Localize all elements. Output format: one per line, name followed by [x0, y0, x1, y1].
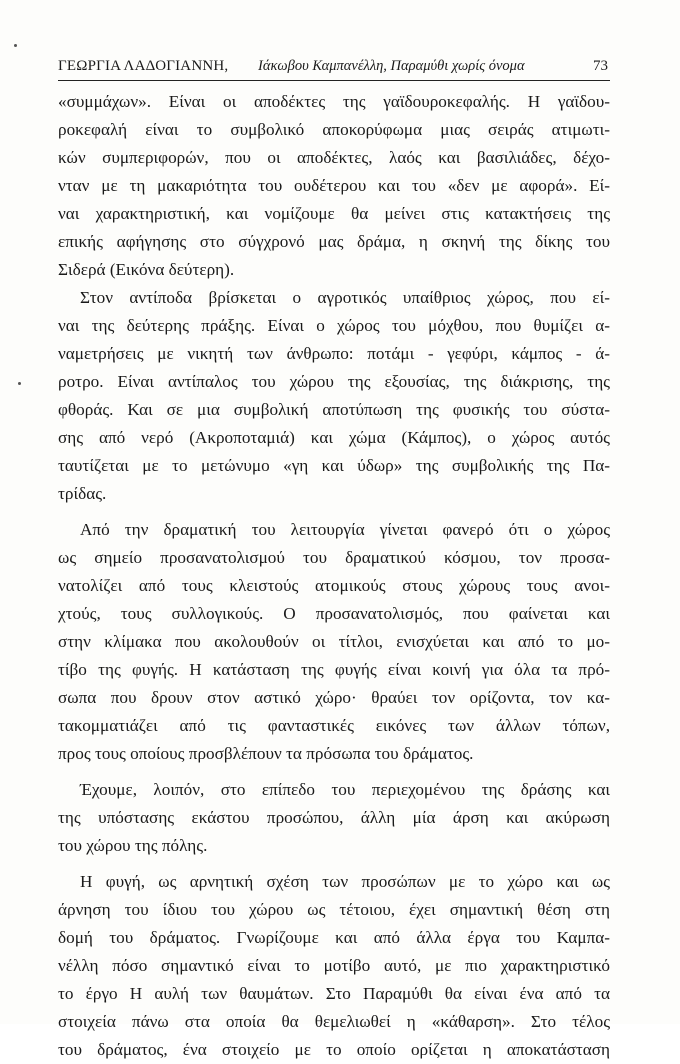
- text-line: Η φυγή, ως αρνητική σχέση των προσώπων με το χώρο και ως: [80, 872, 610, 891]
- text-line: σωπα που δρουν στον αστικό χώρο· θραύει τον ορίζοντα, τον κα-: [58, 688, 610, 707]
- text-line: ναμετρήσεις με νικητή των άνθρωπο: ποτάμι - γεφύρι, κάμπος - ά-: [58, 344, 610, 363]
- text-line: τίβο της φυγής. Η κατάσταση της φυγής είναι κοινή για όλα τα πρό-: [58, 660, 610, 679]
- header-running-title: Ιάκωβου Καμπανέλλη, Παραμύθι χωρίς όνομα: [258, 58, 525, 74]
- paragraph-gap: [58, 768, 610, 776]
- text-line: ροτρο. Είναι αντίπαλος του χώρου της εξουσίας, της διάκρισης, της: [58, 372, 610, 391]
- text-line: φθοράς. Και σε μια συμβολική αποτύπωση της φυσικής του σύστα-: [58, 400, 610, 419]
- text-line: ροκεφαλή είναι το συμβολικό αποκορύφωμα μιας σειράς ατιμωτι-: [58, 120, 610, 139]
- text-line: το έργο Η αυλή των θαυμάτων. Στο Παραμύθι θα είναι ένα από τα: [58, 984, 610, 1003]
- text-line: στοιχεία πάνω στα οποία θα θεμελιωθεί η «κάθαρση». Στο τέλος: [58, 1012, 610, 1031]
- text-line: ταυτίζεται με το μετώνυμο «γη και ύδωρ» της συμβολικής της Πα-: [58, 456, 610, 475]
- text-line: δομή του δράματος. Γνωρίζουμε και από άλλα έργα του Καμπα-: [58, 928, 610, 947]
- text-line: στην κλίμακα που ακολουθούν οι τίτλοι, ενισχύεται και από το μο-: [58, 632, 610, 651]
- paragraph-gap: [58, 860, 610, 868]
- scan-speck: [18, 382, 21, 385]
- text-line: τακομματιάζει από τις φανταστικές εικόνες των άλλων τόπων,: [58, 716, 610, 735]
- scan-speck: [14, 44, 17, 47]
- paragraph: [58, 868, 610, 1064]
- text-line: ναι της δεύτερης πράξης. Είναι ο χώρος του μόχθου, που θυμίζει α-: [58, 316, 610, 335]
- paragraph: [58, 284, 610, 508]
- text-line: ως σημείο προσανατολισμού του δραματικού κόσμου, τον προσα-: [58, 548, 610, 567]
- paragraph-gap: [58, 508, 610, 516]
- text-line: σης από νερό (Ακροποταμιά) και χώμα (Κάμπος), ο χώρος αυτός: [58, 428, 610, 447]
- text-line: Από την δραματική του λειτουργία γίνεται φανερό ότι ο χώρος: [80, 520, 610, 539]
- text-line: προς τους οποίους προσβλέπουν τα πρόσωπα του δράματος.: [58, 744, 474, 763]
- text-line: χτούς, τους συλλογικούς. Ο προσανατολισμός, που φαίνεται και: [58, 604, 610, 623]
- text-line: «συμμάχων». Είναι οι αποδέκτες της γαϊδουροκεφαλής. Η γαϊδου-: [58, 92, 610, 111]
- text-line: νέλλη πόσο σημαντικό είναι το μοτίβο αυτό, με πιο χαρακτηριστικό: [58, 956, 610, 975]
- text-line: του χώρου της πόλης.: [58, 836, 208, 855]
- text-line: νταν με τη μακαριότητα του ουδέτερου και του «δεν με αφορά». Εί-: [58, 176, 610, 195]
- text-line: του δράματος, ένα στοιχείο με το οποίο ορίζεται η αποκατάσταση: [58, 1040, 610, 1059]
- text-line: νατολίζει από τους κλειστούς ατομικούς στους χώρους τους ανοι-: [58, 576, 610, 595]
- text-line: κών συμπεριφορών, που οι αποδέκτες, λαός και βασιλιάδες, δέχο-: [58, 148, 610, 167]
- text-line: Έχουμε, λοιπόν, στο επίπεδο του περιεχομένου της δράσης και: [80, 780, 610, 799]
- text-line: Σιδερά (Εικόνα δεύτερη).: [58, 260, 235, 279]
- paragraph: [58, 88, 610, 284]
- text-line: της υπόστασης εκάστου προσώπου, άλλη μία άρση και ακύρωση: [58, 808, 610, 827]
- text-line: ναι χαρακτηριστική, και νομίζουμε θα μείνει στις κατακτήσεις της: [58, 204, 610, 223]
- page-number: 73: [593, 58, 608, 74]
- text-line: επικής αφήγησης στο σύγχρονό μας δράμα, η σκηνή της δίκης του: [58, 232, 610, 251]
- header-author: ΓΕΩΡΓΙΑ ΛΑΔΟΓΙΑΝΝΗ,: [58, 58, 229, 74]
- running-header: [58, 58, 610, 81]
- paragraph: [58, 776, 610, 860]
- text-line: Στον αντίποδα βρίσκεται ο αγροτικός υπαίθριος χώρος, που εί-: [80, 288, 610, 307]
- text-line: άρνηση του ίδιου του χώρου ως τέτοιου, έχει σημαντική θέση στη: [58, 900, 610, 919]
- text-line: τρίδας.: [58, 484, 107, 503]
- paragraph: [58, 516, 610, 768]
- body-text: [58, 88, 610, 1064]
